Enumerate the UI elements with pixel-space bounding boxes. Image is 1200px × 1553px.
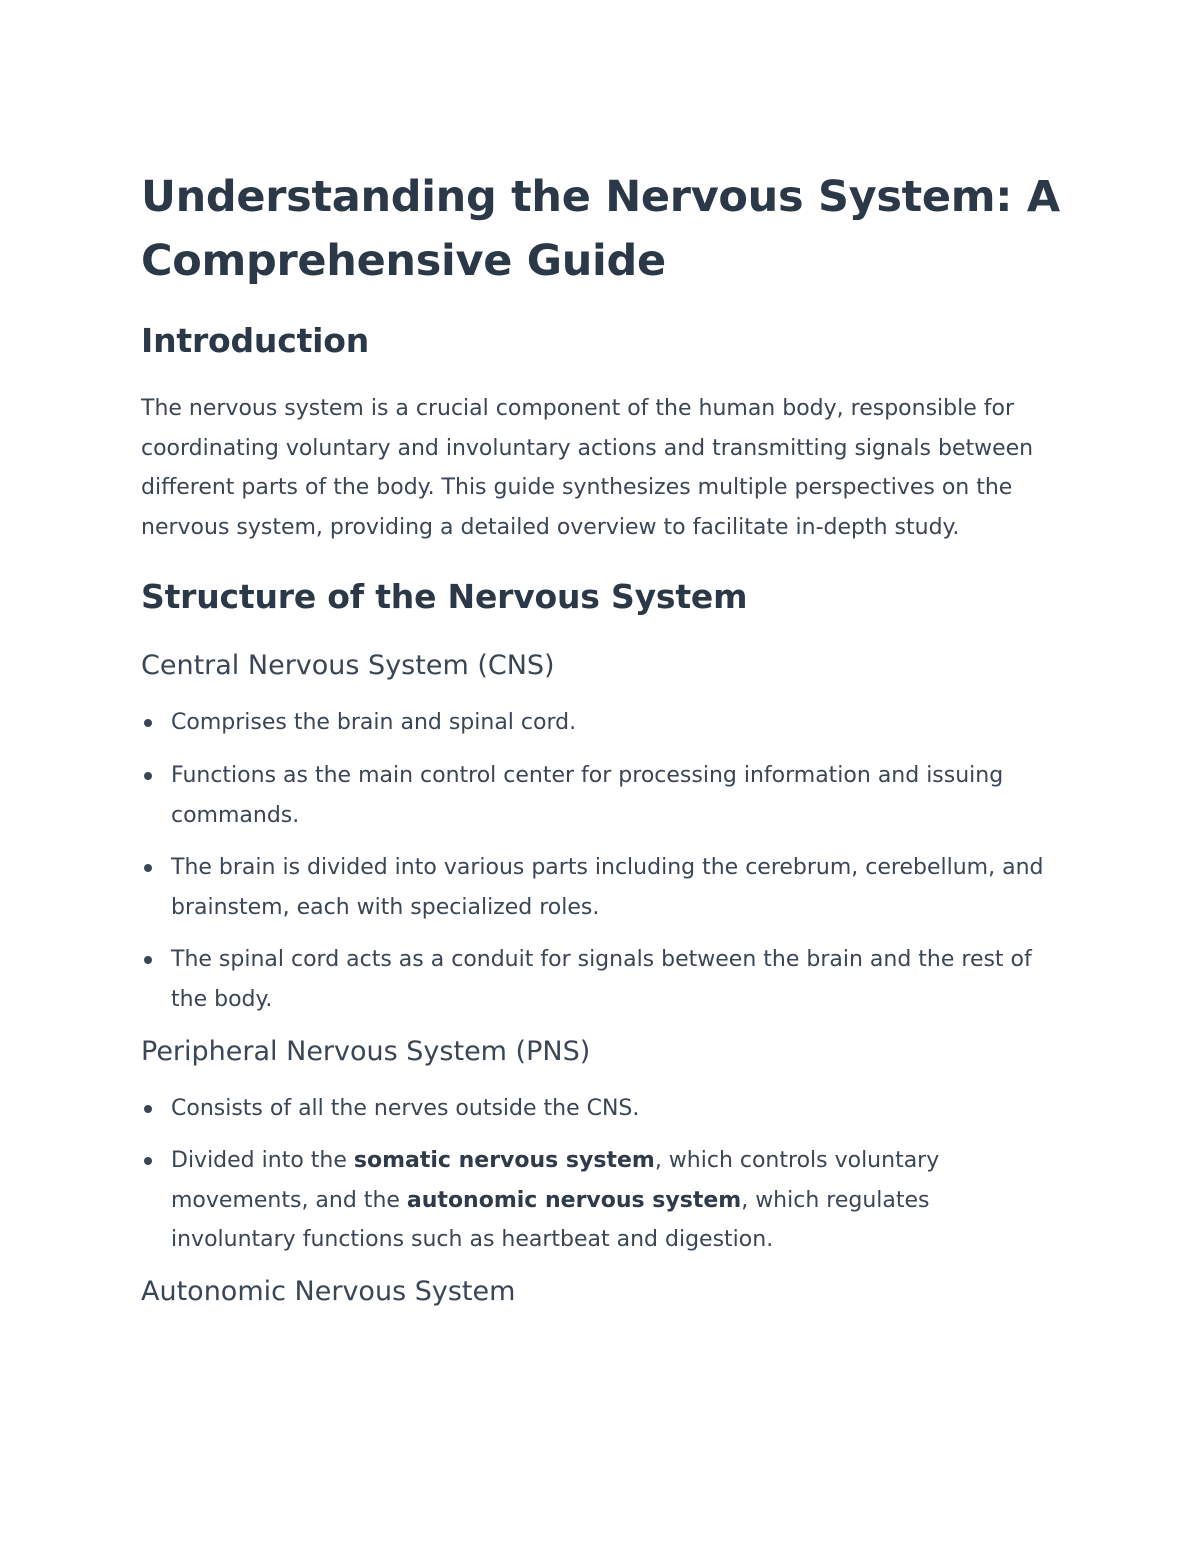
subsection-heading-pns: Peripheral Nervous System (PNS) [141, 1035, 591, 1067]
list-item [141, 1141, 1060, 1260]
page-title: Understanding the Nervous System: A Comprehensive Guide [141, 172, 1060, 286]
list-item: The spinal cord acts as a conduit for signals between the brain and the rest of the body. [141, 940, 1060, 1019]
section-heading-introduction: Introduction [141, 321, 370, 360]
list-item: Functions as the main control center for processing information and issuing commands. [141, 756, 1060, 835]
bold-term-autonomic: autonomic nervous system [406, 1187, 742, 1213]
text-run: , which controls voluntary movements, and the [171, 1148, 940, 1213]
bold-term-somatic: somatic nervous system [353, 1148, 655, 1174]
list-item: Comprises the brain and spinal cord. [141, 703, 1060, 743]
list-item: Consists of all the nerves outside the CNS. [141, 1089, 1060, 1129]
text-run: Divided into the [171, 1148, 354, 1174]
text-run: , which regulates involuntary functions such as heartbeat and digestion. [171, 1187, 930, 1253]
list-item: The brain is divided into various parts including the cerebrum, cerebellum, and brainstem, each with specialized roles. [141, 848, 1060, 927]
subsection-heading-cns: Central Nervous System (CNS) [141, 650, 555, 682]
subsection-heading-ans: Autonomic Nervous System [141, 1275, 516, 1307]
pns-bullet-list [141, 1089, 1060, 1260]
section-heading-structure: Structure of the Nervous System [141, 577, 748, 617]
introduction-paragraph: The nervous system is a crucial component of the human body, responsible for coordinating voluntary and involuntary actions and transmitting signals between different parts of the body. This guide synthesizes multiple perspectives on the nervous system, providing a detailed overview to facilitate in-depth study. [141, 396, 1034, 540]
cns-bullet-list [141, 703, 1060, 1019]
